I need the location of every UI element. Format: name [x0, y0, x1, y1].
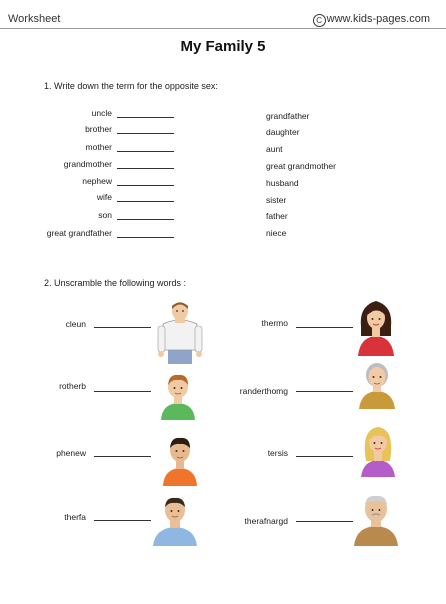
answer-line[interactable] [117, 117, 174, 118]
section2-instruction: 2. Unscramble the following words : [44, 278, 187, 288]
answer-line[interactable] [296, 521, 353, 522]
copyright-icon: C [313, 14, 326, 27]
scrambled-word: tersis [267, 448, 288, 458]
given-word: grandmother [63, 159, 112, 169]
answer-line[interactable] [117, 219, 174, 220]
exercise-row [0, 142, 112, 156]
site-url: www.kids-pages.com [326, 13, 430, 25]
answer-line[interactable] [117, 201, 174, 202]
worksheet-header [0, 0, 446, 29]
scrambled-word: therafnargd [244, 516, 288, 526]
answer-line[interactable] [94, 391, 151, 392]
exercise-row [0, 210, 112, 224]
given-word: son [98, 210, 112, 220]
word-bank-item: husband [266, 178, 299, 188]
answer-line[interactable] [296, 456, 353, 457]
page-title: My Family 5 [180, 38, 266, 55]
exercise-row [0, 192, 112, 206]
word-bank-item: great grandmother [266, 161, 336, 171]
word-bank-item: sister [266, 195, 287, 205]
answer-line[interactable] [94, 520, 151, 521]
word-bank-item: grandfather [266, 111, 310, 121]
answer-line[interactable] [94, 456, 151, 457]
answer-line[interactable] [117, 237, 174, 238]
word-bank-item: father [266, 211, 288, 221]
word-bank-item: aunt [266, 144, 283, 154]
exercise-row [0, 124, 112, 138]
boy-green-shirt-icon [158, 372, 198, 420]
answer-line[interactable] [117, 168, 174, 169]
site-credit [313, 13, 430, 27]
man-blue-shirt-icon [151, 496, 199, 546]
grandmother-icon [356, 359, 398, 409]
exercise-row [0, 108, 112, 122]
given-word: brother [85, 124, 112, 134]
scrambled-word: therfa [64, 512, 86, 522]
given-word: wife [96, 192, 112, 202]
grandfather-icon [352, 492, 400, 546]
scrambled-word: randerthomg [239, 386, 288, 396]
answer-line[interactable] [296, 391, 353, 392]
answer-line[interactable] [117, 151, 174, 152]
exercise-row [0, 159, 112, 173]
exercise-row [0, 176, 112, 190]
given-word: nephew [82, 176, 112, 186]
given-word: great grandfather [46, 228, 112, 238]
scrambled-word: rotherb [59, 381, 86, 391]
word-bank-item: daughter [266, 127, 300, 137]
section1-instruction: 1. Write down the term for the opposite sex: [44, 81, 218, 91]
boy-orange-shirt-icon [160, 434, 200, 486]
girl-purple-shirt-icon [358, 423, 398, 477]
answer-line[interactable] [117, 185, 174, 186]
worksheet-label: Worksheet [8, 13, 61, 25]
word-bank-item: niece [266, 228, 287, 238]
answer-line[interactable] [117, 133, 174, 134]
scrambled-word: cleun [65, 319, 86, 329]
given-word: mother [85, 142, 112, 152]
given-word: uncle [91, 108, 112, 118]
exercise-row [0, 228, 112, 242]
answer-line[interactable] [296, 327, 353, 328]
man-adult-icon [154, 300, 206, 366]
answer-line[interactable] [94, 327, 151, 328]
woman-red-top-icon [355, 296, 397, 356]
scrambled-word: thermo [261, 318, 288, 328]
scrambled-word: phenew [56, 448, 86, 458]
